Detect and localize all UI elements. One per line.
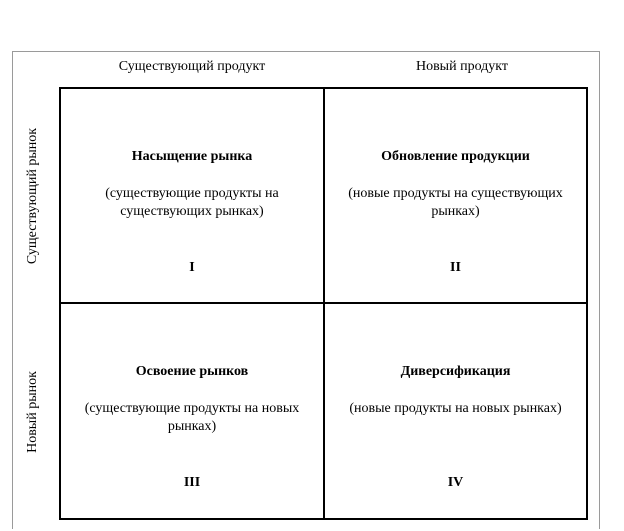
quadrant-description: (существующие продукты на новых рынках) <box>84 401 300 434</box>
quadrant-number: I <box>189 260 195 275</box>
quadrant-title: Диверсификация <box>400 364 511 379</box>
row-header-existing-market <box>20 88 46 303</box>
quadrant-number: IV <box>447 475 464 490</box>
quadrant-product-development <box>325 89 586 302</box>
quadrant-description: (существующие продукты на существующих рынках) <box>105 186 279 219</box>
quadrant-title: Освоение рынков <box>135 364 249 379</box>
row-header-new-market-label: Новый рынок <box>25 370 40 453</box>
quadrant-diversification <box>325 304 586 518</box>
row-header-new-market <box>20 304 46 519</box>
quadrant-description: (новые продукты на новых рынках) <box>349 401 562 416</box>
quadrant-number: III <box>183 475 201 490</box>
quadrant-number: II <box>450 260 461 275</box>
quadrant-title: Насыщение рынка <box>131 149 253 164</box>
row-header-existing-market-label: Существующий рынок <box>25 127 40 264</box>
quadrant-market-penetration <box>61 89 323 302</box>
quadrant-title: Обновление продукции <box>381 149 530 164</box>
quadrant-description: (новые продукты на существующих рынках) <box>348 186 563 219</box>
column-header-new-product: Новый продукт <box>415 59 509 74</box>
column-header-existing-product: Существующий продукт <box>118 59 266 74</box>
quadrant-market-development <box>61 304 323 518</box>
